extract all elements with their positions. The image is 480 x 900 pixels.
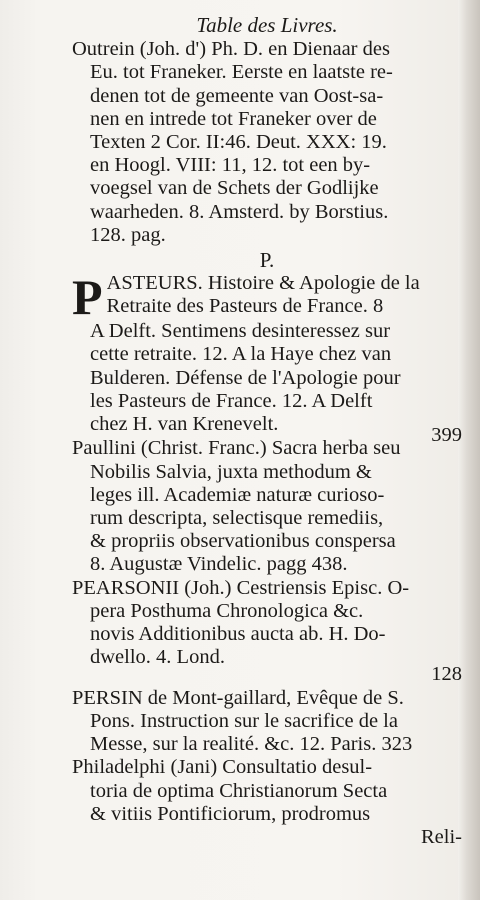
entry-line: Retraite des Pasteurs de France. 8 [106,295,384,318]
entry-line: voegsel van de Schets der Godlijke [90,177,379,200]
page-number: 399 [431,424,462,447]
entry-line: PEARSONII (Joh.) Cestriensis Episc. O- [72,576,410,599]
entry-line: 8. Augustæ Vindelic. pagg 438. [90,553,348,576]
section-letter: P. [259,248,275,273]
entry-line: A Delft. Sentimens desinteressez sur [90,320,391,343]
entry-line: Nobilis Salvia, juxta methodum & [90,460,372,483]
entry-line: cette retraite. 12. A la Haye chez van [90,343,392,366]
entry-line: ASTEURS. Histoire & Apologie de la [106,272,420,295]
entry-line: toria de optima Christianorum Secta [90,779,388,802]
entry-line: Outrein (Joh. d') Ph. D. en Dienaar des [72,38,390,61]
entry-line: dwello. 4. Lond. [90,646,225,669]
entry-line: novis Additionibus aucta ab. H. Do- [90,623,386,646]
entry-line: denen tot de gemeente van Oost-sa- [90,84,384,107]
drop-cap: P [72,272,103,326]
entry-persin [72,687,462,757]
entry-line: rum descripta, selectisque remediis, [90,507,384,530]
entry-line: chez H. van Krenevelt. [90,413,279,436]
entry-line: leges ill. Academiæ naturæ curioso- [90,483,385,506]
entry-line: les Pasteurs de France. 12. A Delft [90,389,373,412]
entry-line: & vitiis Pontificiorum, prodromus [90,802,371,825]
entry-philadelphi [72,756,462,826]
entry-line: Philadelphi (Jani) Consultatio desul- [72,756,373,779]
entry-line: en Hoogl. VIII: 11, 12. tot een by- [90,154,371,177]
entry-line: Bulderen. Défense de l'Apologie pour [90,366,401,389]
entry-line: 128. pag. [90,223,166,246]
entry-line: Paullini (Christ. Franc.) Sacra herba seu [72,437,401,460]
entry-line: Texten 2 Cor. II:46. Deut. XXX: 19. [90,131,387,154]
entry-line: Pons. Instruction sur le sacrifice de la [90,709,398,732]
entry-pasteurs [72,272,462,436]
entry-line: waarheden. 8. Amsterd. by Borstius. [90,200,389,223]
catchword: Reli- [421,825,462,848]
entry-outrein [72,38,462,247]
entry-line: Messe, sur la realité. &c. 12. Paris. 323 [90,733,413,756]
entry-pearsonii [72,577,462,670]
entry-line: pera Posthuma Chronologica &c. [90,599,364,622]
entry-line: PERSIN de Mont-gaillard, Evêque de S. [72,686,404,709]
entry-line: nen en intrede tot Franeker over de [90,107,377,130]
entry-line: & propriis observationibus conspersa [90,530,396,553]
index-text [72,14,462,849]
entry-paullini [72,437,462,576]
running-header: Table des Livres. [196,13,338,37]
entry-line: Eu. tot Franeker. Eerste en laatste re- [90,61,393,84]
page-number: 128 [431,663,462,686]
